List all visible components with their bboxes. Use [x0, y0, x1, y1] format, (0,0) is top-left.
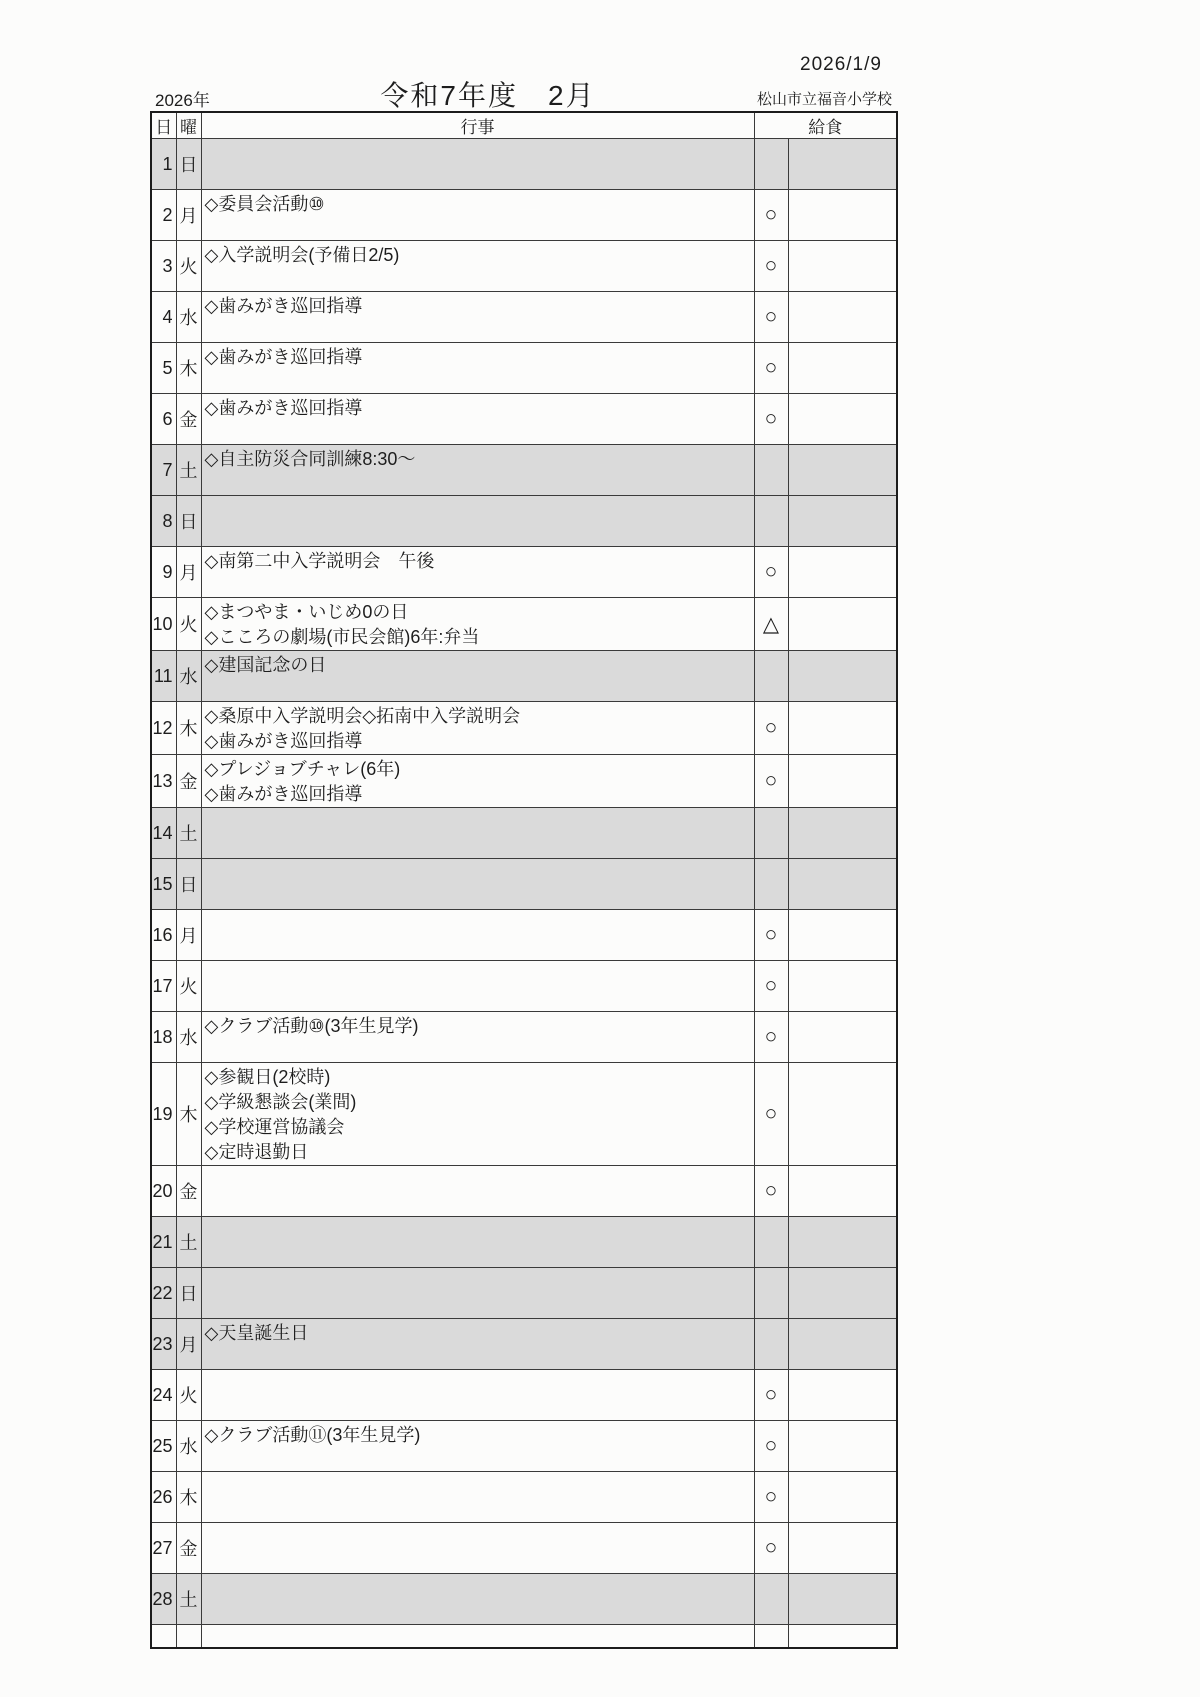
calendar-row-day-11 — [151, 651, 897, 702]
day-number-cell: 1 — [151, 139, 176, 190]
calendar-row-day-15 — [151, 859, 897, 910]
day-number-cell: 11 — [151, 651, 176, 702]
events-cell — [201, 808, 754, 859]
lunch-mark-cell — [754, 445, 788, 496]
lunch-mark-cell — [754, 1217, 788, 1268]
events-cell — [201, 190, 754, 241]
calendar-row-day-2 — [151, 190, 897, 241]
lunch-note-cell — [788, 808, 897, 859]
lunch-note-cell — [788, 651, 897, 702]
day-number-cell: 18 — [151, 1012, 176, 1063]
lunch-note-cell — [788, 190, 897, 241]
day-number-cell: 13 — [151, 755, 176, 808]
calendar-row-day-3 — [151, 241, 897, 292]
lunch-note-cell — [788, 702, 897, 755]
lunch-mark-cell — [754, 1319, 788, 1370]
event-line: ◇参観日(2校時) — [204, 1067, 331, 1087]
event-line: ◇建国記念の日 — [204, 655, 327, 675]
lunch-mark-cell: ○ — [754, 961, 788, 1012]
calendar-row-day-26 — [151, 1472, 897, 1523]
weekday-cell: 日 — [176, 859, 201, 910]
day-number-cell: 8 — [151, 496, 176, 547]
events-cell — [201, 1523, 754, 1574]
calendar-row-day-6 — [151, 394, 897, 445]
event-line: ◇学級懇談会(業間) — [204, 1092, 357, 1112]
calendar-row-day-21 — [151, 1217, 897, 1268]
lunch-note-cell — [788, 496, 897, 547]
day-number-cell: 16 — [151, 910, 176, 961]
lunch-note-cell — [788, 1370, 897, 1421]
day-number-cell: 22 — [151, 1268, 176, 1319]
lunch-mark-cell: ○ — [754, 702, 788, 755]
day-number-cell: 17 — [151, 961, 176, 1012]
lunch-note-cell — [788, 241, 897, 292]
events-cell — [201, 343, 754, 394]
events-cell — [201, 1421, 754, 1472]
lunch-mark-cell: ○ — [754, 292, 788, 343]
lunch-mark-cell — [754, 1574, 788, 1625]
day-number-cell: 14 — [151, 808, 176, 859]
school-name: 松山市立福音小学校 — [757, 91, 893, 108]
event-line: ◇クラブ活動⑩(3年生見学) — [204, 1016, 419, 1036]
column-header-weekday: 曜 — [176, 112, 201, 139]
day-number-cell: 4 — [151, 292, 176, 343]
calendar-row-empty — [151, 1625, 897, 1648]
events-cell — [201, 651, 754, 702]
events-cell — [201, 598, 754, 651]
calendar-row-day-8 — [151, 496, 897, 547]
lunch-note-cell — [788, 394, 897, 445]
lunch-mark-cell: ○ — [754, 547, 788, 598]
lunch-note-cell — [788, 910, 897, 961]
lunch-note-cell — [788, 1063, 897, 1166]
events-cell — [201, 1012, 754, 1063]
events-cell — [201, 292, 754, 343]
weekday-cell: 月 — [176, 547, 201, 598]
print-date: 2026/1/9 — [800, 54, 882, 75]
lunch-mark-cell: ○ — [754, 1012, 788, 1063]
events-cell — [201, 859, 754, 910]
calendar-header-row — [151, 112, 897, 139]
calendar-row-day-25 — [151, 1421, 897, 1472]
lunch-note-cell — [788, 139, 897, 190]
day-number-cell: 21 — [151, 1217, 176, 1268]
events-cell — [201, 910, 754, 961]
column-header-day: 日 — [151, 112, 176, 139]
weekday-cell: 火 — [176, 1370, 201, 1421]
event-line: ◇委員会活動⑩ — [204, 194, 325, 214]
column-header-events: 行事 — [201, 112, 754, 139]
weekday-cell: 月 — [176, 1319, 201, 1370]
weekday-cell: 土 — [176, 808, 201, 859]
calendar-row-day-5 — [151, 343, 897, 394]
weekday-cell: 金 — [176, 1523, 201, 1574]
lunch-mark-cell — [754, 859, 788, 910]
weekday-cell: 火 — [176, 241, 201, 292]
lunch-mark-cell — [754, 1625, 788, 1648]
lunch-note-cell — [788, 598, 897, 651]
event-line: ◇歯みがき巡回指導 — [204, 731, 363, 751]
weekday-cell: 金 — [176, 755, 201, 808]
weekday-cell: 日 — [176, 139, 201, 190]
calendar-row-day-19 — [151, 1063, 897, 1166]
weekday-cell: 金 — [176, 394, 201, 445]
lunch-mark-cell: ○ — [754, 1063, 788, 1166]
weekday-cell: 月 — [176, 910, 201, 961]
lunch-mark-cell: ○ — [754, 1166, 788, 1217]
event-line: ◇こころの劇場(市民会館)6年:弁当 — [204, 627, 480, 647]
events-cell — [201, 1268, 754, 1319]
weekday-cell: 水 — [176, 292, 201, 343]
lunch-note-cell — [788, 961, 897, 1012]
day-number-cell: 12 — [151, 702, 176, 755]
lunch-note-cell — [788, 1319, 897, 1370]
day-number-cell: 24 — [151, 1370, 176, 1421]
events-cell — [201, 961, 754, 1012]
events-cell — [201, 1574, 754, 1625]
event-line: ◇定時退勤日 — [204, 1142, 309, 1162]
weekday-cell: 木 — [176, 702, 201, 755]
events-cell — [201, 394, 754, 445]
lunch-note-cell — [788, 547, 897, 598]
weekday-cell: 火 — [176, 598, 201, 651]
event-line: ◇入学説明会(予備日2/5) — [204, 245, 400, 265]
day-number-cell: 27 — [151, 1523, 176, 1574]
event-calendar-table — [150, 111, 898, 1649]
day-number-cell: 5 — [151, 343, 176, 394]
lunch-mark-cell: ○ — [754, 910, 788, 961]
events-cell — [201, 1166, 754, 1217]
event-line: ◇歯みがき巡回指導 — [204, 784, 363, 804]
lunch-note-cell — [788, 1421, 897, 1472]
event-line: ◇学校運営協議会 — [204, 1117, 345, 1137]
day-number-cell: 23 — [151, 1319, 176, 1370]
events-cell — [201, 702, 754, 755]
calendar-body — [151, 139, 897, 1648]
weekday-cell: 水 — [176, 651, 201, 702]
events-cell — [201, 1625, 754, 1648]
lunch-note-cell — [788, 445, 897, 496]
events-cell — [201, 445, 754, 496]
lunch-mark-cell: △ — [754, 598, 788, 651]
lunch-note-cell — [788, 1217, 897, 1268]
weekday-cell: 水 — [176, 1421, 201, 1472]
events-cell — [201, 547, 754, 598]
day-number-cell: 2 — [151, 190, 176, 241]
events-cell — [201, 241, 754, 292]
lunch-mark-cell — [754, 1268, 788, 1319]
calendar-row-day-16 — [151, 910, 897, 961]
lunch-mark-cell: ○ — [754, 755, 788, 808]
weekday-cell: 日 — [176, 1268, 201, 1319]
calendar-row-day-18 — [151, 1012, 897, 1063]
event-line: ◇天皇誕生日 — [204, 1323, 309, 1343]
events-cell — [201, 1319, 754, 1370]
day-number-cell: 6 — [151, 394, 176, 445]
event-line: ◇桑原中入学説明会◇拓南中入学説明会 — [204, 706, 521, 726]
events-cell — [201, 755, 754, 808]
day-number-cell — [151, 1625, 176, 1648]
column-header-lunch: 給食 — [754, 112, 897, 139]
lunch-note-cell — [788, 1166, 897, 1217]
event-line: ◇自主防災合同訓練8:30～ — [204, 449, 416, 469]
weekday-cell: 土 — [176, 1217, 201, 1268]
day-number-cell: 15 — [151, 859, 176, 910]
day-number-cell: 7 — [151, 445, 176, 496]
lunch-mark-cell: ○ — [754, 394, 788, 445]
events-cell — [201, 1370, 754, 1421]
calendar-row-day-17 — [151, 961, 897, 1012]
day-number-cell: 10 — [151, 598, 176, 651]
lunch-note-cell — [788, 1523, 897, 1574]
calendar-row-day-22 — [151, 1268, 897, 1319]
calendar-row-day-28 — [151, 1574, 897, 1625]
lunch-mark-cell: ○ — [754, 1370, 788, 1421]
day-number-cell: 26 — [151, 1472, 176, 1523]
calendar-row-day-10 — [151, 598, 897, 651]
events-cell — [201, 496, 754, 547]
events-cell — [201, 1063, 754, 1166]
calendar-row-day-12 — [151, 702, 897, 755]
day-number-cell: 19 — [151, 1063, 176, 1166]
weekday-cell: 木 — [176, 343, 201, 394]
lunch-mark-cell — [754, 651, 788, 702]
lunch-note-cell — [788, 755, 897, 808]
event-line: ◇クラブ活動⑪(3年生見学) — [204, 1425, 421, 1445]
calendar-row-day-20 — [151, 1166, 897, 1217]
events-cell — [201, 139, 754, 190]
lunch-note-cell — [788, 343, 897, 394]
event-line: ◇南第二中入学説明会 午後 — [204, 551, 435, 571]
weekday-cell: 水 — [176, 1012, 201, 1063]
lunch-mark-cell: ○ — [754, 343, 788, 394]
event-line: ◇歯みがき巡回指導 — [204, 398, 363, 418]
lunch-mark-cell: ○ — [754, 1421, 788, 1472]
weekday-cell: 土 — [176, 1574, 201, 1625]
weekday-cell: 日 — [176, 496, 201, 547]
document-title: 令和7年度 2月 — [380, 80, 596, 111]
lunch-note-cell — [788, 1625, 897, 1648]
weekday-cell: 火 — [176, 961, 201, 1012]
year-label: 2026年 — [155, 91, 210, 110]
weekday-cell: 金 — [176, 1166, 201, 1217]
weekday-cell — [176, 1625, 201, 1648]
lunch-note-cell — [788, 1012, 897, 1063]
lunch-note-cell — [788, 1574, 897, 1625]
lunch-mark-cell — [754, 808, 788, 859]
lunch-note-cell — [788, 292, 897, 343]
day-number-cell: 20 — [151, 1166, 176, 1217]
event-line: ◇歯みがき巡回指導 — [204, 296, 363, 316]
lunch-mark-cell: ○ — [754, 1472, 788, 1523]
lunch-note-cell — [788, 1268, 897, 1319]
calendar-row-day-27 — [151, 1523, 897, 1574]
lunch-note-cell — [788, 859, 897, 910]
events-cell — [201, 1472, 754, 1523]
day-number-cell: 9 — [151, 547, 176, 598]
day-number-cell: 3 — [151, 241, 176, 292]
day-number-cell: 28 — [151, 1574, 176, 1625]
calendar-row-day-14 — [151, 808, 897, 859]
day-number-cell: 25 — [151, 1421, 176, 1472]
weekday-cell: 木 — [176, 1063, 201, 1166]
weekday-cell: 木 — [176, 1472, 201, 1523]
lunch-mark-cell: ○ — [754, 1523, 788, 1574]
lunch-mark-cell: ○ — [754, 241, 788, 292]
weekday-cell: 土 — [176, 445, 201, 496]
weekday-cell: 月 — [176, 190, 201, 241]
events-cell — [201, 1217, 754, 1268]
event-line: ◇まつやま・いじめ0の日 — [204, 602, 409, 622]
calendar-row-day-4 — [151, 292, 897, 343]
event-line: ◇プレジョブチャレ(6年) — [204, 759, 401, 779]
lunch-mark-cell — [754, 496, 788, 547]
calendar-row-day-9 — [151, 547, 897, 598]
calendar-row-day-7 — [151, 445, 897, 496]
calendar-row-day-13 — [151, 755, 897, 808]
calendar-row-day-23 — [151, 1319, 897, 1370]
lunch-note-cell — [788, 1472, 897, 1523]
lunch-mark-cell — [754, 139, 788, 190]
lunch-mark-cell: ○ — [754, 190, 788, 241]
calendar-row-day-1 — [151, 139, 897, 190]
event-line: ◇歯みがき巡回指導 — [204, 347, 363, 367]
calendar-row-day-24 — [151, 1370, 897, 1421]
